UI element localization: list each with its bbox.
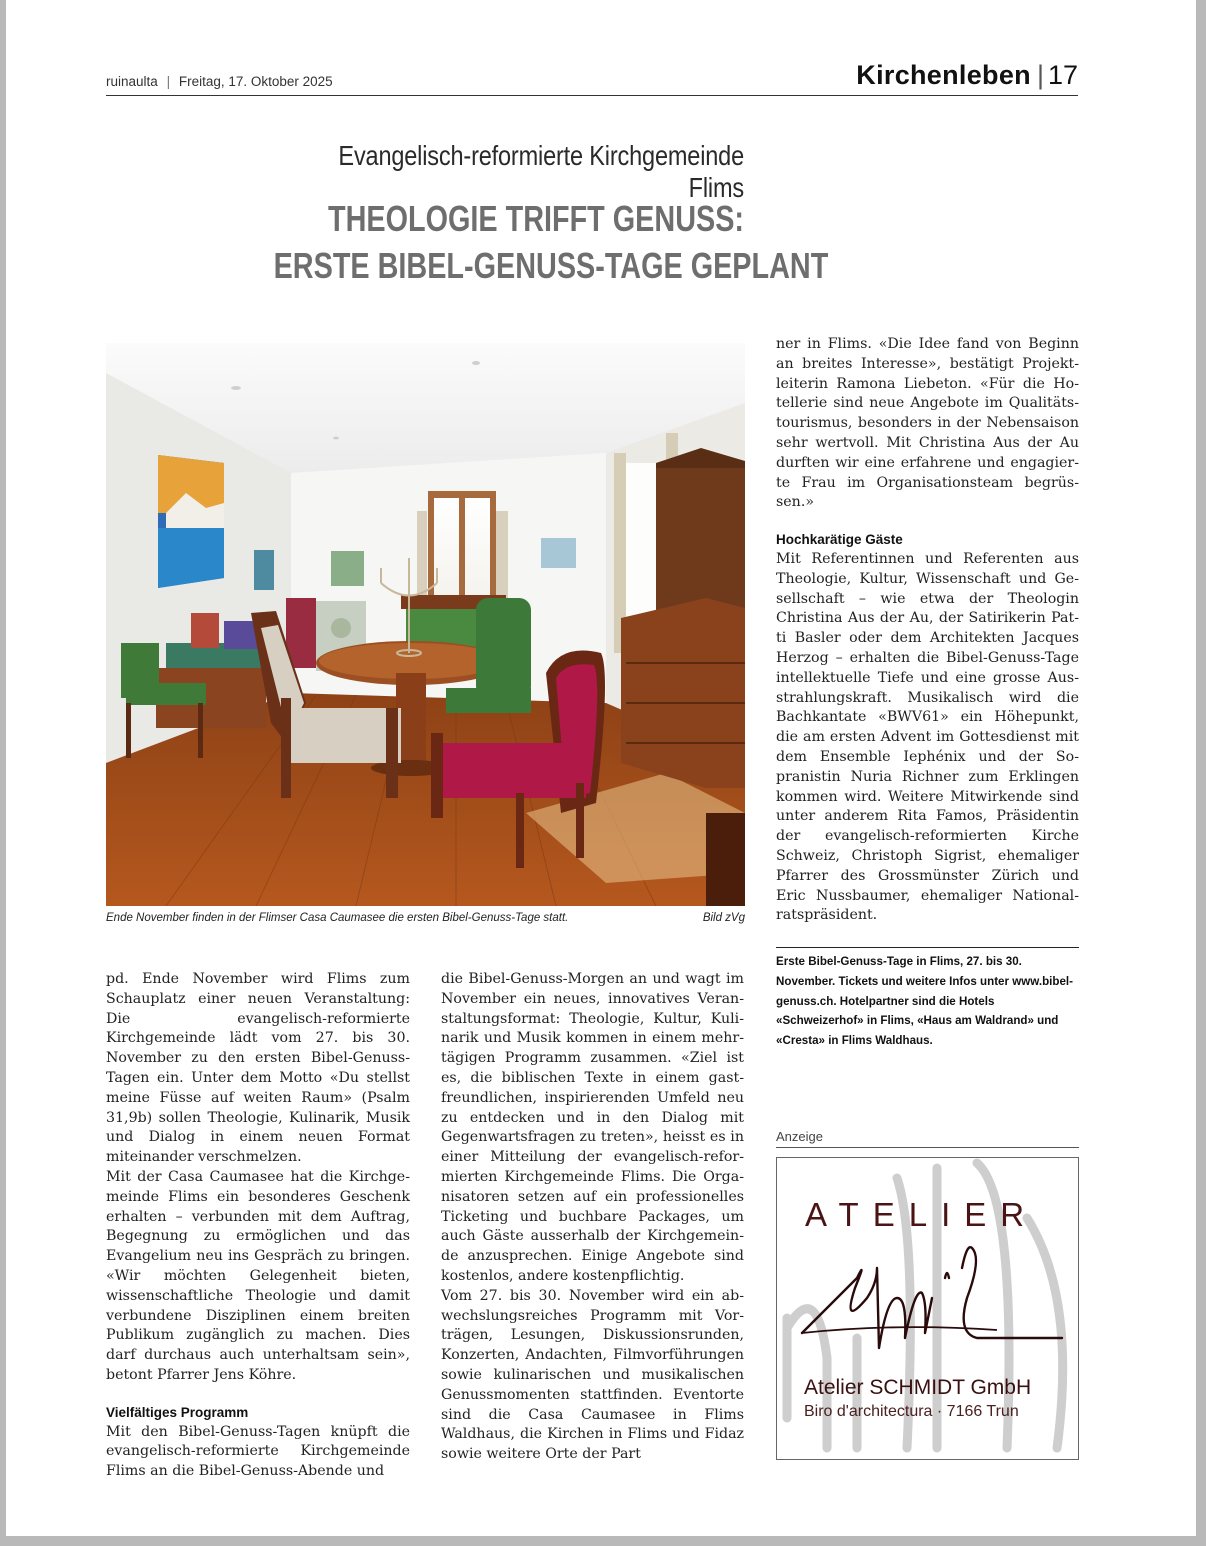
subheading: Vielfältiges Programm bbox=[106, 1404, 249, 1420]
paragraph: ner in Flims. «Die Idee fand von Beginn an breites Interesse», bestätigt Projektleiterin Ramona Liebeton. «Für die Hotellerie sind neue Angebote im Qualitätstourismus, besonders in der Nebensaison sehr wertvoll. Mit Christina Aus der Au durften wir eine erfahrene und engagierte Frau im Organisationsteam begrüssen.» bbox=[776, 336, 1079, 511]
photo-caption bbox=[106, 912, 745, 924]
subheading: Hochkarätige Gäste bbox=[776, 532, 903, 548]
green-armchair bbox=[476, 598, 531, 698]
article-column-1 bbox=[106, 970, 410, 1482]
event-infobox: Erste Bibel-Genuss-Tage in Flims, 27. bis 30. November. Tickets und weitere Infos unter www.bibel-genuss.ch. Hotelpartner sind die Hotels «Schweizerhof» in Flims, «Haus am Waldrand» und «Cresta» in Flims Waldhaus. bbox=[776, 955, 1073, 1048]
painting-small-left bbox=[254, 550, 274, 590]
ad-address: Biro d'architectura · 7166 Trun bbox=[804, 1403, 1019, 1420]
painting-right bbox=[541, 538, 576, 568]
newspaper-page bbox=[6, 0, 1196, 1536]
paragraph: Mit Referentinnen und Referenten aus Theologie, Kultur, Wissenschaft und Gesellschaft – wie etwa der Theologin Christina Aus der Au, der Satirikerin Patti Basler oder dem Architekten Jacques Herzog – erhalten die Bibel-Genuss-Tage intellektuelle Tiefe und eine grosse Ausstrahlungskraft. Musikalisch wird die Bachkantate «BWV61» ein Höhepunkt, die am ersten Advent im Gottesdienst mit dem Ensemble Iephénix und der Sopranistin Nuria Richner zum Erklingen kommen wird. Weitere Mitwirkende sind unter anderem Rita Famos, Präsidentin der evangelisch-reformierten Kirche Schweiz, Christoph Sigrist, ehemaliger Pfarrer des Grossmünster Zürich und Eric Nussbaumer, ehemaliger Nationalratspräsident. bbox=[776, 550, 1079, 924]
header-publication-date: ruinaulta | Freitag, 17. Oktober 2025 bbox=[106, 74, 333, 89]
headline-line-1: THEOLOGIE TRIFFT GENUSS: bbox=[328, 198, 744, 239]
paragraph: pd. Ende November wird Flims zum Schauplatz einer neuen Veranstaltung: Die evangelisch-reformierte Kirchgemeinde lädt vom 27. bis 30. November zu den ersten Bibel-Genuss-Tagen ein. Unter dem Motto «Du stellst meine Füsse auf weiten Raum» (Psalm 31,9b) sollen Theologie, Kulinarik, Musik und Dialog in einem neuen Format miteinander verschmelzen. bbox=[106, 971, 410, 1166]
headline-line-2: ERSTE BIBEL-GENUSS-TAGE GEPLANT bbox=[273, 245, 829, 286]
page-number: 17 bbox=[1047, 60, 1078, 90]
infobox-divider bbox=[776, 947, 1079, 948]
advertisement-divider bbox=[776, 1147, 1079, 1148]
ad-title: ATELIER bbox=[805, 1196, 1039, 1233]
signature-logo bbox=[797, 1238, 1067, 1368]
article-column-2 bbox=[441, 970, 744, 1465]
paragraph: die Bibel-Genuss-Morgen an und wagt im November ein neues, innovatives Veranstaltungsformat: Theologie, Kultur, Kulinarik und Musik kommen in einem mehrtägigen Programm zusammen. «Ziel ist es, die biblischen Texte in einem gastfreundlichen, inspirierenden Umfeld neu zu entdecken und in den Dialog mit Gegenwartsfragen zu treten», heisst es in einer Mitteilung der evangelisch-reformierten Kirchgemeinde Flims. Die Organisatoren setzen auf ein professionelles Ticketing und buchbare Packages, um auch Gäste ausserhalb der Kirchgemeinde anzusprechen. Einige Angebote sind kostenlos, andere kostenpflichtig. bbox=[441, 971, 744, 1284]
painting-mountain-lake bbox=[158, 455, 224, 588]
article-headline bbox=[273, 195, 829, 289]
paragraph: Vom 27. bis 30. November wird ein abwechslungsreiches Programm mit Vorträgen, Lesungen, Diskussionsrunden, Konzerten, Andachten, Filmvorführungen sowie kulinarischen und musikalischen Genussmomenten stattfinden. Eventorte sind die Casa Caumasee in Flims Waldhaus, die Kirchen in Flims und Fidaz sowie weitere Orte der Part bbox=[441, 1287, 744, 1463]
article-kicker: Evangelisch-reformierte Kirchgemeinde Flims bbox=[338, 140, 744, 203]
article-column-3 bbox=[776, 335, 1079, 926]
advertisement-atelier-schmidt[interactable] bbox=[776, 1157, 1079, 1460]
section-title: Kirchenleben bbox=[856, 60, 1031, 90]
publication-name: ruinaulta bbox=[106, 74, 158, 89]
advertisement-label: Anzeige bbox=[776, 1129, 823, 1144]
issue-date: Freitag, 17. Oktober 2025 bbox=[178, 74, 333, 89]
header-divider bbox=[106, 95, 1078, 96]
photo-credit: Bild zVg bbox=[702, 912, 745, 924]
paragraph: Mit den Bibel-Genuss-Tagen knüpft die evangelisch-reformierte Kirchgemeinde Flims an die Bibel-Genuss-Abende und bbox=[106, 1423, 410, 1480]
room-photo-illustration bbox=[106, 343, 745, 906]
caption-text: Ende November finden in der Flimser Casa Caumasee die ersten Bibel-Genuss-Tage statt. bbox=[106, 912, 569, 924]
header-section: Kirchenleben | 17 bbox=[856, 60, 1078, 90]
paragraph: Mit der Casa Caumasee hat die Kirchgemeinde Flims ein besonderes Geschenk erhalten – verbunden mit dem Auftrag, Begegnung zu ermöglichen und das Evangelium neu ins Gespräch zu bringen. «Wir möchten Gelegenheit bieten, wissenschaftliche Theologie und damit verbundene Disziplinen einem breiten Publikum zugänglich zu machen. Dies darf durchaus auch unterhaltsam sein», betont Pfarrer Jens Köhre. bbox=[106, 1168, 410, 1383]
article-photo bbox=[106, 343, 745, 906]
ad-company-name: Atelier SCHMIDT GmbH bbox=[804, 1376, 1032, 1399]
painting-birds bbox=[331, 551, 364, 586]
